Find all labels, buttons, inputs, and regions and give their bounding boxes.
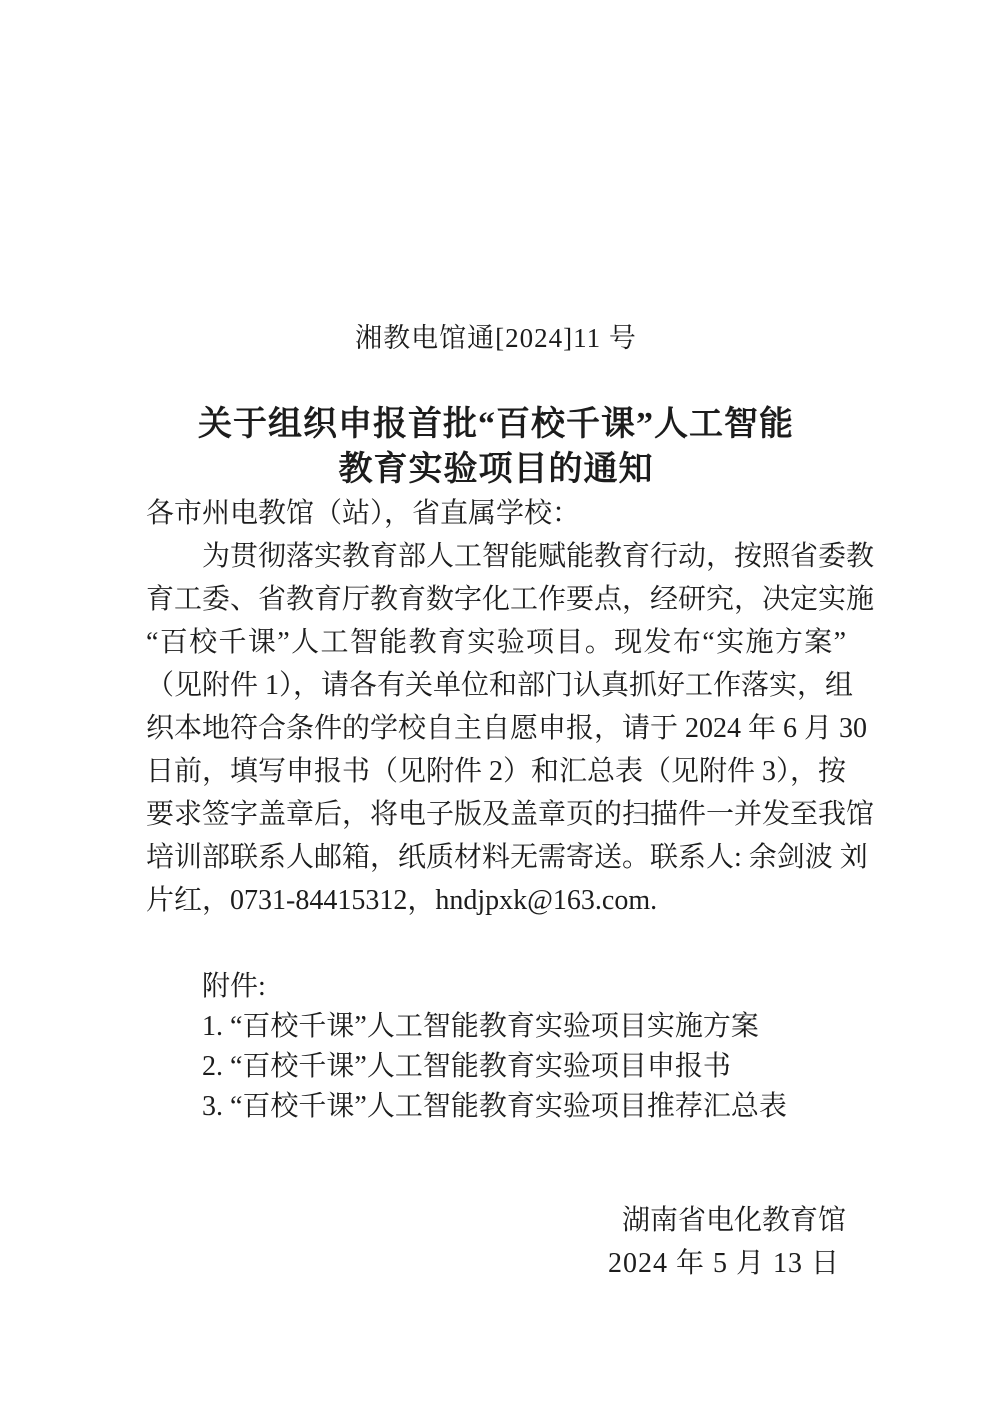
- attachment-item: 1. “百校千课”人工智能教育实验项目实施方案: [202, 1011, 759, 1042]
- salutation: 各市州电教馆（站），省直属学校：: [146, 498, 581, 529]
- body-line-contact: 片红，0731-84415312，hndjpxk@163.com.: [146, 885, 658, 916]
- notice-title: [146, 402, 846, 492]
- attachments-label: 附件:: [202, 971, 266, 1002]
- attachment-item: 3. “百校千课”人工智能教育实验项目推荐汇总表: [202, 1091, 787, 1122]
- body-line: 织本地符合条件的学校自主自愿申报，请于 2024 年 6 月 30: [146, 713, 868, 744]
- signature-block: [146, 1199, 846, 1285]
- body-line: 日前，填写申报书（见附件 2）和汇总表（见附件 3），按: [146, 756, 847, 787]
- attachments-section: [146, 967, 846, 1127]
- body-line: “百校千课”人工智能教育实验项目。现发布“实施方案”: [146, 627, 846, 658]
- body-line: （见附件 1），请各有关单位和部门认真抓好工作落实，组: [146, 670, 854, 701]
- signature-date: 2024 年 5 月 13 日: [607, 1248, 840, 1279]
- attachment-item: 2. “百校千课”人工智能教育实验项目申报书: [202, 1051, 731, 1082]
- notice-title-line-1: 关于组织申报首批“百校千课”人工智能: [198, 406, 794, 443]
- body-paragraph: [146, 535, 875, 922]
- body-line: 为贯彻落实教育部人工智能赋能教育行动，按照省委教: [202, 541, 875, 572]
- body-line: 育工委、省教育厅教育数字化工作要点，经研究，决定实施: [146, 584, 875, 615]
- body-line: 要求签字盖章后，将电子版及盖章页的扫描件一并发至我馆: [146, 799, 875, 830]
- document-number: 湘教电馆通[2024]11 号: [355, 323, 637, 353]
- document-content: [146, 0, 875, 1285]
- body-line: 培训部联系人邮箱，纸质材料无需寄送。联系人: 余剑波 刘: [146, 842, 868, 873]
- notice-title-line-2: 教育实验项目的通知: [338, 451, 654, 488]
- signature-organization: 湖南省电化教育馆: [621, 1205, 846, 1236]
